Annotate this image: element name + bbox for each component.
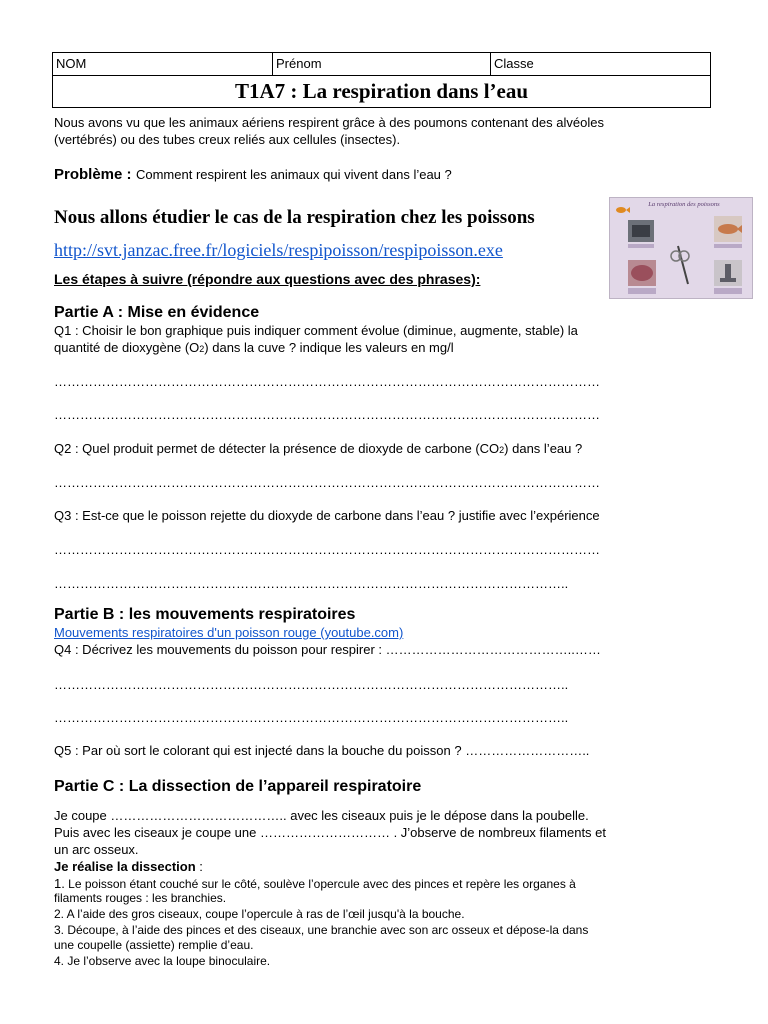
q2-text-b: ) dans l’eau ? xyxy=(504,441,583,456)
step-2: 2. A l’aide des gros ciseaux, coupe l’opercule à ras de l’œil jusqu'à la bouche. xyxy=(54,907,465,921)
step-4: 4. Je l’observe avec la loupe binoculaire. xyxy=(54,954,271,968)
step-1-number: 1. xyxy=(54,876,65,891)
prenom-label: Prénom xyxy=(273,53,491,75)
dissection-label-text: Je réalise la dissection xyxy=(54,859,196,874)
classe-label: Classe xyxy=(494,56,534,71)
partie-a-heading: Partie A : Mise en évidence xyxy=(54,304,260,321)
answer-line[interactable]: ……………………………………………………………………………………………………………… xyxy=(54,475,600,490)
dissection-label xyxy=(54,859,203,875)
probleme xyxy=(54,166,452,184)
nom-label: NOM xyxy=(53,53,273,75)
co2-subscript: 2 xyxy=(499,445,505,455)
step-1-line-1 xyxy=(54,876,576,892)
q1-text-a: quantité de dioxygène (O xyxy=(54,340,200,355)
q1-text-b: ) dans la cuve ? indique les valeurs en mg/l xyxy=(204,340,454,355)
probleme-text: Comment respirent les animaux qui vivent dans l’eau ? xyxy=(135,167,452,182)
answer-line[interactable]: ……………………………………………………………………………………………………….. xyxy=(54,677,569,692)
answer-line[interactable]: ……………………………………………………………………………………………………………… xyxy=(54,374,600,389)
partie-c-heading: Partie C : La dissection de l’appareil respiratoire xyxy=(54,778,422,795)
thumbnail-title: La respiration des poissons xyxy=(648,201,720,208)
q4: Q4 : Décrivez les mouvements du poisson pour respirer : ……………………………………..…… xyxy=(54,642,601,657)
q2-text-a: Q2 : Quel produit permet de détecter la présence de dioxyde de carbone (CO xyxy=(54,441,500,456)
intro-line-1: Nous avons vu que les animaux aériens respirent grâce à des poumons contenant des alvéoles xyxy=(54,115,604,130)
o2-subscript: 2 xyxy=(199,344,205,354)
header-row xyxy=(53,53,710,76)
partie-c-line-2: Puis avec les ciseaux je coupe une ………………………… . J’observe de nombreux filaments et xyxy=(54,825,607,840)
steps-heading: Les étapes à suivre (répondre aux questions avec des phrases): xyxy=(54,271,481,287)
answer-line[interactable]: ……………………………………………………………………………………………………….. xyxy=(54,576,569,591)
study-heading: Nous allons étudier le cas de la respiration chez les poissons xyxy=(54,207,535,228)
step-1-text: Le poisson étant couché sur le côté, soulève l’opercule avec des pinces et repère les organes à xyxy=(64,877,576,891)
intro-line-2: (vertébrés) ou des tubes creux reliés aux cellules (insectes). xyxy=(54,132,401,147)
q1-line-2 xyxy=(54,340,454,357)
youtube-link[interactable]: Mouvements respiratoires d'un poisson rouge (youtube.com) xyxy=(54,625,404,640)
q3: Q3 : Est-ce que le poisson rejette du dioxyde de carbone dans l’eau ? justifie avec l’expérience xyxy=(54,508,600,523)
thumbnail-illustration xyxy=(610,198,753,299)
q1-line-1: Q1 : Choisir le bon graphique puis indiquer comment évolue (diminue, augmente, stable) la xyxy=(54,323,578,338)
page-title: T1A7 : La respiration dans l’eau xyxy=(234,79,529,103)
answer-line[interactable]: ……………………………………………………………………………………………………………… xyxy=(54,407,600,422)
probleme-label: Problème : xyxy=(54,166,132,183)
step-1-line-2: filaments rouges : les branchies. xyxy=(54,891,227,905)
step-3-line-2: une coupelle (assiette) remplie d’eau. xyxy=(54,938,254,952)
answer-line[interactable]: ……………………………………………………………………………………………………………… xyxy=(54,542,600,557)
dissection-colon: : xyxy=(195,859,203,874)
answer-line[interactable]: ……………………………………………………………………………………………………….. xyxy=(54,710,569,725)
partie-c-line-1: Je coupe ………………………………….. avec les ciseaux puis je le dépose dans la poubelle. xyxy=(54,808,589,823)
partie-c-line-3: un arc osseux. xyxy=(54,842,139,857)
partie-b-heading: Partie B : les mouvements respiratoires xyxy=(54,606,356,623)
q2 xyxy=(54,441,582,458)
header-table xyxy=(52,52,711,108)
fish-icon xyxy=(616,207,626,213)
q5: Q5 : Par où sort le colorant qui est injecté dans la bouche du poisson ? ……………………….. xyxy=(54,743,590,758)
software-link[interactable]: http://svt.janzac.free.fr/logiciels/respipoisson/respipoisson.exe xyxy=(54,240,503,260)
step-3-line-1: 3. Découpe, à l’aide des pinces et des ciseaux, une branchie avec son arc osseux et dépose-la dans xyxy=(54,923,589,937)
software-thumbnail xyxy=(609,197,753,299)
